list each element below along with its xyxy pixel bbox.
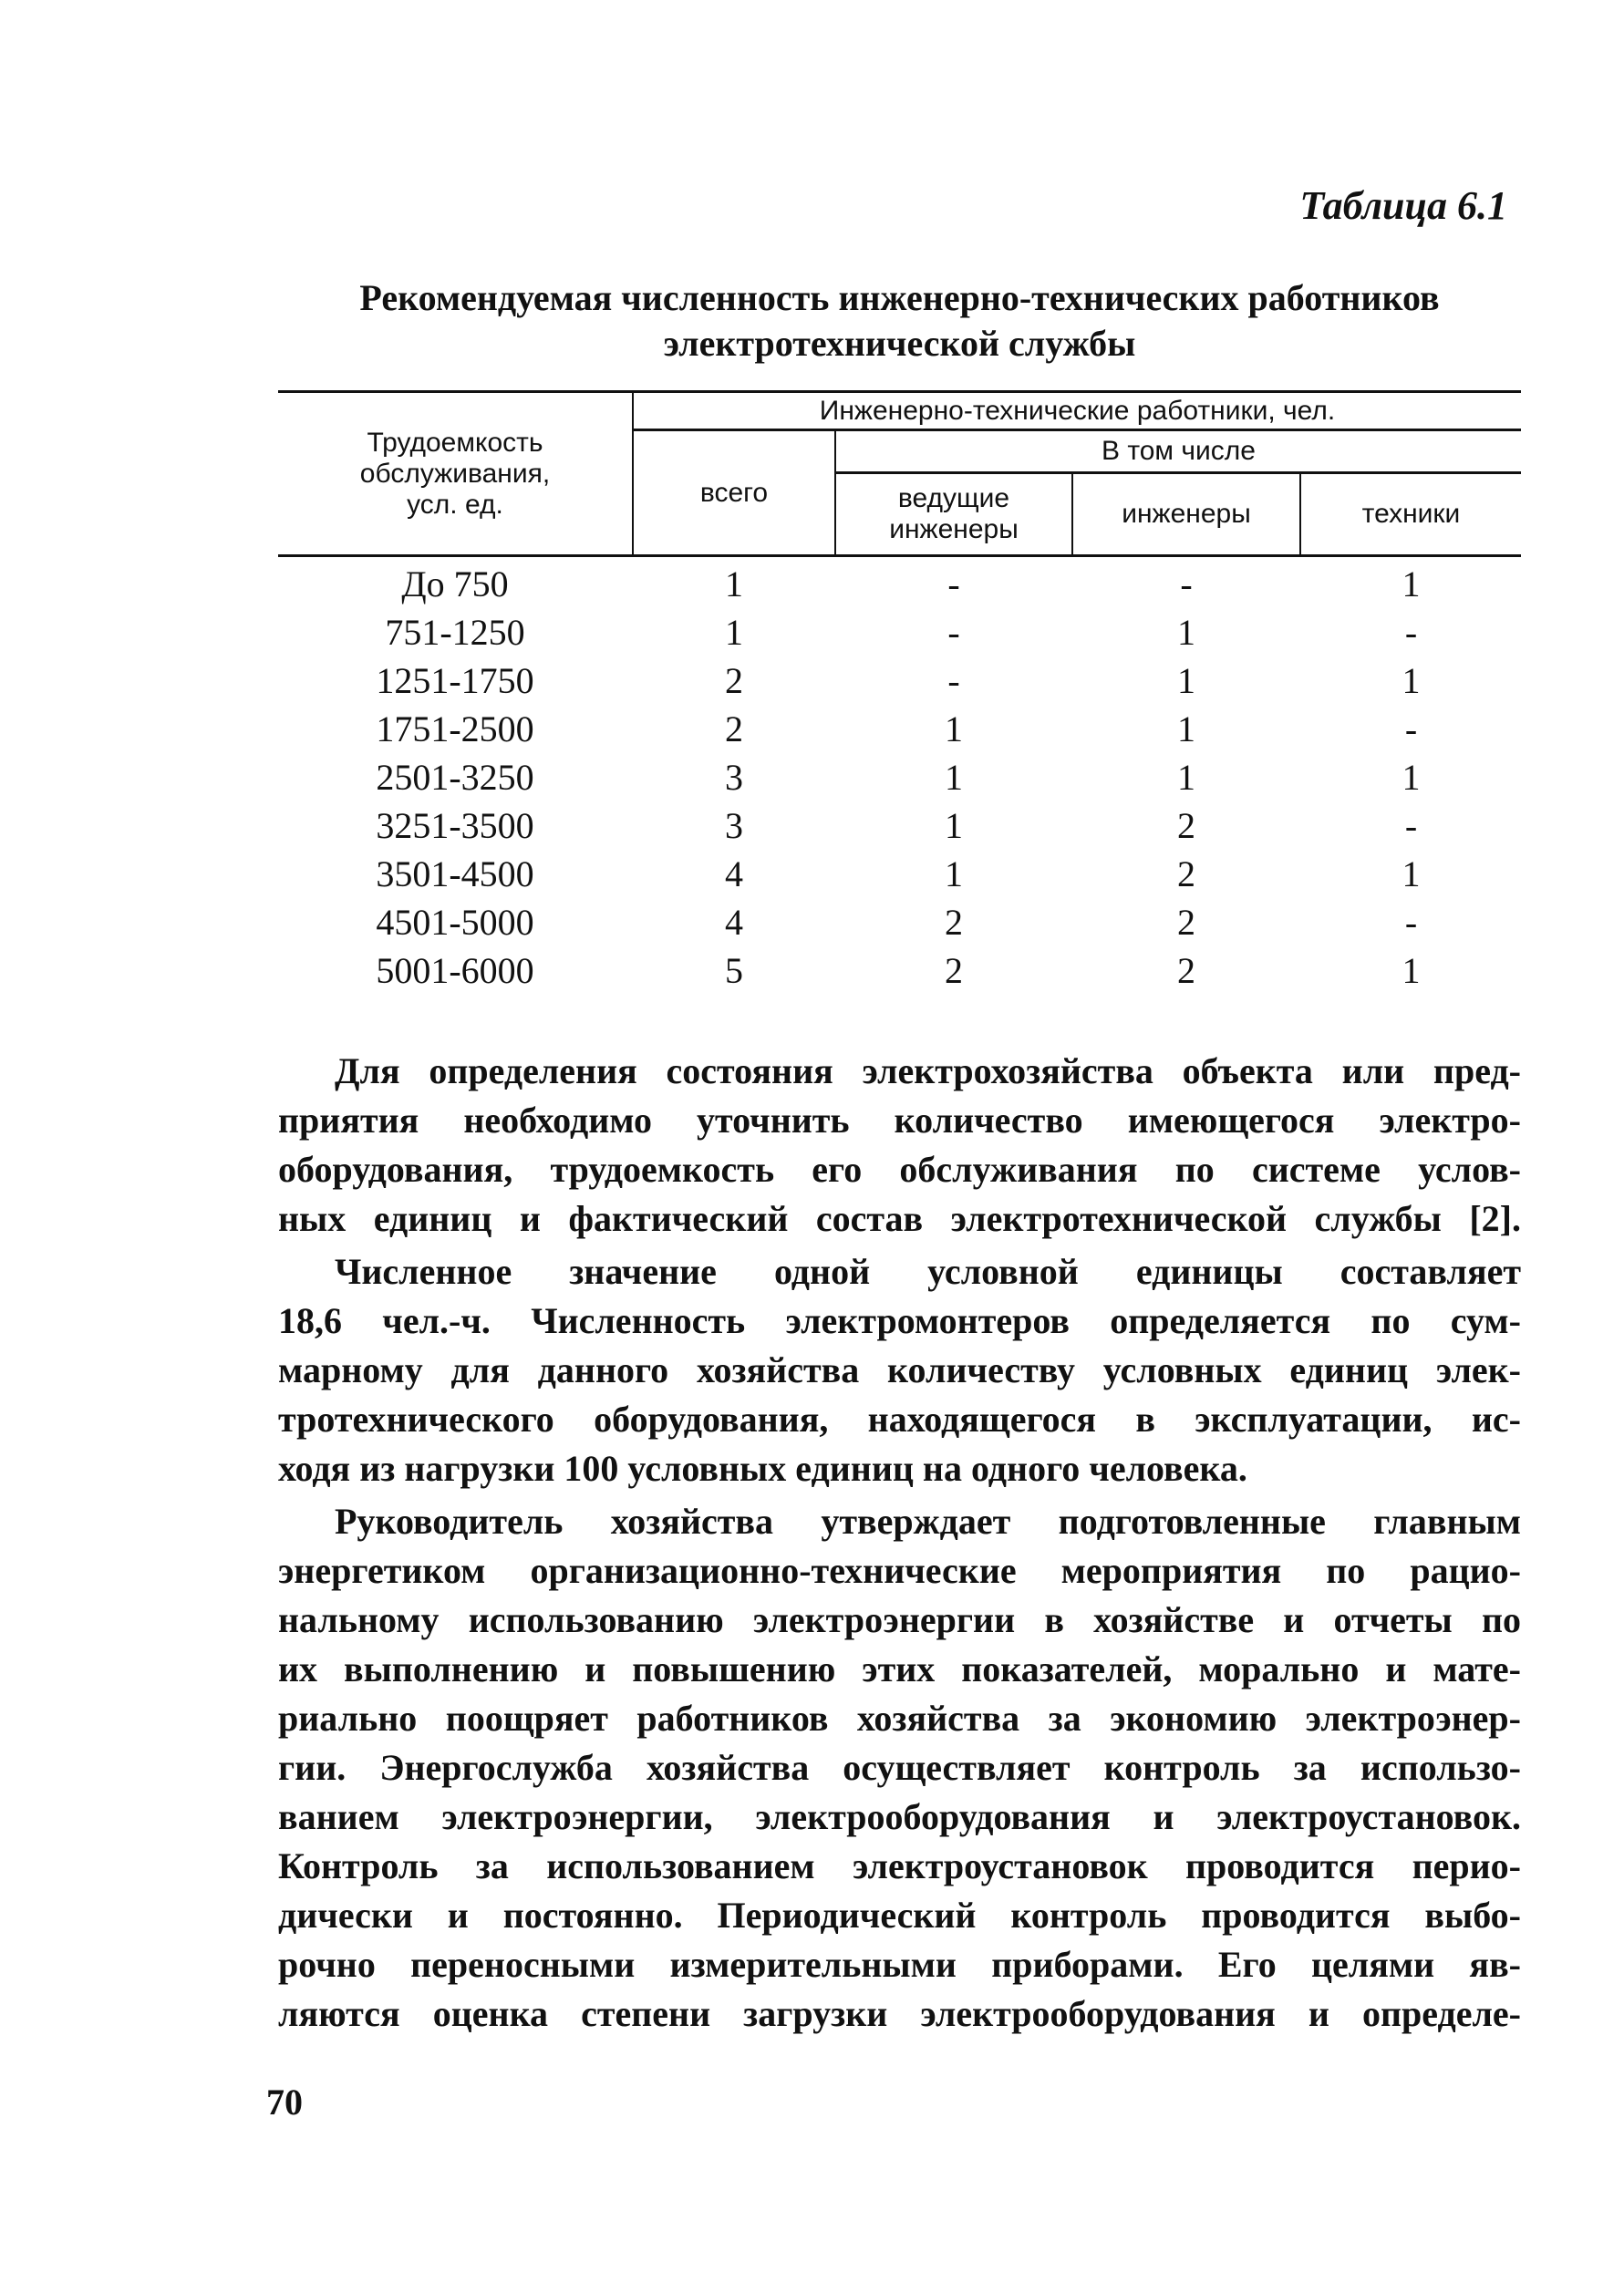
header-subgroup: В том числе bbox=[1102, 436, 1256, 466]
header-technicians: техники bbox=[1361, 499, 1461, 529]
table-cell: 2 bbox=[1177, 853, 1195, 894]
text-line: оборудования, трудоемкость его обслуживания по системе услов- bbox=[278, 1149, 1521, 1190]
text-line: дически и постоянно. Периодический контроль проводится выбо- bbox=[278, 1895, 1521, 1936]
table-cell: 2 bbox=[1177, 950, 1195, 991]
header-text: обслуживания, bbox=[359, 458, 551, 489]
table-cell: - bbox=[1404, 902, 1418, 943]
table-cell: 751-1250 bbox=[385, 612, 525, 653]
header-lead-engineers bbox=[836, 474, 1071, 554]
text-line: Руководитель хозяйства утверждает подготовленные главным bbox=[335, 1501, 1521, 1542]
header-text: инженеры bbox=[889, 514, 1019, 544]
text-line: ходя из нагрузки 100 условных единиц на одного человека. bbox=[278, 1448, 1247, 1489]
body-text bbox=[278, 1047, 1521, 2039]
table-cell: 2 bbox=[1177, 805, 1195, 846]
table-cell: - bbox=[1404, 805, 1418, 846]
table-cell: 3 bbox=[725, 805, 743, 846]
table-cell: 2 bbox=[945, 950, 963, 991]
table-cell: 5 bbox=[725, 950, 743, 991]
table-cell: 5001-6000 bbox=[376, 950, 534, 991]
table-cell: 1 bbox=[1177, 612, 1195, 653]
table-cell: 1 bbox=[945, 708, 963, 749]
table-cell: 4 bbox=[725, 902, 743, 943]
table-row bbox=[278, 801, 1521, 850]
text-line: энергетиком организационно-технические мероприятия по рацио- bbox=[278, 1550, 1521, 1591]
table-cell: 1 bbox=[945, 853, 963, 894]
table-number: Таблица 6.1 bbox=[1299, 183, 1507, 228]
header-text: ведущие bbox=[897, 483, 1010, 513]
table-cell: 1 bbox=[1402, 563, 1421, 604]
table-cell: 1 bbox=[1177, 660, 1195, 701]
table-cell: 1751-2500 bbox=[376, 708, 534, 749]
paragraph bbox=[278, 1047, 1521, 1244]
table-cell: 1 bbox=[1402, 660, 1421, 701]
table-cell: 1 bbox=[945, 805, 963, 846]
text-line: Численное значение одной условной единицы составляет bbox=[335, 1251, 1521, 1292]
text-line: ванием электроэнергии, электрооборудования и электроустановок. bbox=[278, 1796, 1521, 1837]
text-line: Для определения состояния электрохозяйства объекта или пред- bbox=[335, 1050, 1521, 1091]
header-group: Инженерно-технические работники, чел. bbox=[819, 396, 1336, 426]
table-cell: 1251-1750 bbox=[376, 660, 534, 701]
table-cell: 2501-3250 bbox=[376, 757, 534, 798]
table-row bbox=[278, 753, 1521, 801]
text-line: тротехнического оборудования, находящегося в эксплуатации, ис- bbox=[278, 1399, 1521, 1440]
text-line: нальному использованию электроэнергии в хозяйстве и отчеты по bbox=[278, 1599, 1521, 1640]
table-row bbox=[278, 560, 1521, 608]
table-cell: - bbox=[1404, 708, 1418, 749]
table-cell: 1 bbox=[725, 612, 743, 653]
header-total: всего bbox=[699, 477, 769, 508]
table-cell: 2 bbox=[725, 660, 743, 701]
paragraph bbox=[278, 1247, 1521, 1493]
table-cell: 3251-3500 bbox=[376, 805, 534, 846]
text-line: гии. Энергослужба хозяйства осуществляет контроль за использо- bbox=[278, 1747, 1521, 1788]
table-title-line: Рекомендуемая численность инженерно-технических работников bbox=[359, 277, 1440, 318]
table-row bbox=[278, 608, 1521, 656]
table-cell: 1 bbox=[1177, 757, 1195, 798]
text-line: приятия необходимо уточнить количество имеющегося электро- bbox=[278, 1100, 1521, 1141]
table-cell: - bbox=[947, 563, 960, 604]
text-line: 18,6 чел.-ч. Численность электромонтеров определяется по сум- bbox=[278, 1300, 1521, 1341]
text-line: марному для данного хозяйства количеству условных единиц элек- bbox=[278, 1349, 1521, 1390]
table-cell: 1 bbox=[945, 757, 963, 798]
table-cell: 2 bbox=[725, 708, 743, 749]
text-line: Контроль за использованием электроустановок проводится перио- bbox=[278, 1845, 1521, 1886]
table-title bbox=[278, 275, 1521, 367]
table-cell: - bbox=[947, 612, 960, 653]
table-row bbox=[278, 898, 1521, 946]
header-engineers: инженеры bbox=[1122, 499, 1251, 529]
table-cell: - bbox=[1404, 612, 1418, 653]
header-labor bbox=[278, 393, 632, 554]
table-cell: 4501-5000 bbox=[376, 902, 534, 943]
text-line: рочно переносными измерительными приборами. Его целями яв- bbox=[278, 1944, 1521, 1985]
paragraph bbox=[278, 1497, 1521, 2039]
table-cell: 1 bbox=[1402, 853, 1421, 894]
table-cell: 1 bbox=[1402, 950, 1421, 991]
table-row bbox=[278, 656, 1521, 705]
table-row bbox=[278, 946, 1521, 995]
text-line: ляются оценка степени загрузки электрооборудования и определе- bbox=[278, 1993, 1521, 2034]
text-line: ных единиц и фактический состав электротехнической службы [2]. bbox=[278, 1198, 1521, 1239]
table-cell: 3 bbox=[725, 757, 743, 798]
text-line: их выполнению и повышению этих показателей, морально и мате- bbox=[278, 1648, 1521, 1689]
table-title-line: электротехнической службы bbox=[663, 323, 1136, 364]
staffing-table bbox=[278, 390, 1521, 1028]
header-text: усл. ед. bbox=[407, 489, 503, 520]
table-cell: 4 bbox=[725, 853, 743, 894]
table-row bbox=[278, 705, 1521, 753]
table-cell: 3501-4500 bbox=[376, 853, 534, 894]
header-bottom-rule bbox=[278, 554, 1521, 557]
table-cell: 1 bbox=[1402, 757, 1421, 798]
table-cell: 2 bbox=[1177, 902, 1195, 943]
table-cell: До 750 bbox=[401, 563, 509, 604]
header-text: Трудоемкость bbox=[367, 427, 543, 458]
table-row bbox=[278, 850, 1521, 898]
text-line: риально поощряет работников хозяйства за экономию электроэнер- bbox=[278, 1698, 1521, 1739]
table-cell: 1 bbox=[1177, 708, 1195, 749]
table-cell: 2 bbox=[945, 902, 963, 943]
table-cell: 1 bbox=[725, 563, 743, 604]
table-cell: - bbox=[947, 660, 960, 701]
table-cell: - bbox=[1180, 563, 1193, 604]
page-number: 70 bbox=[266, 2082, 303, 2123]
